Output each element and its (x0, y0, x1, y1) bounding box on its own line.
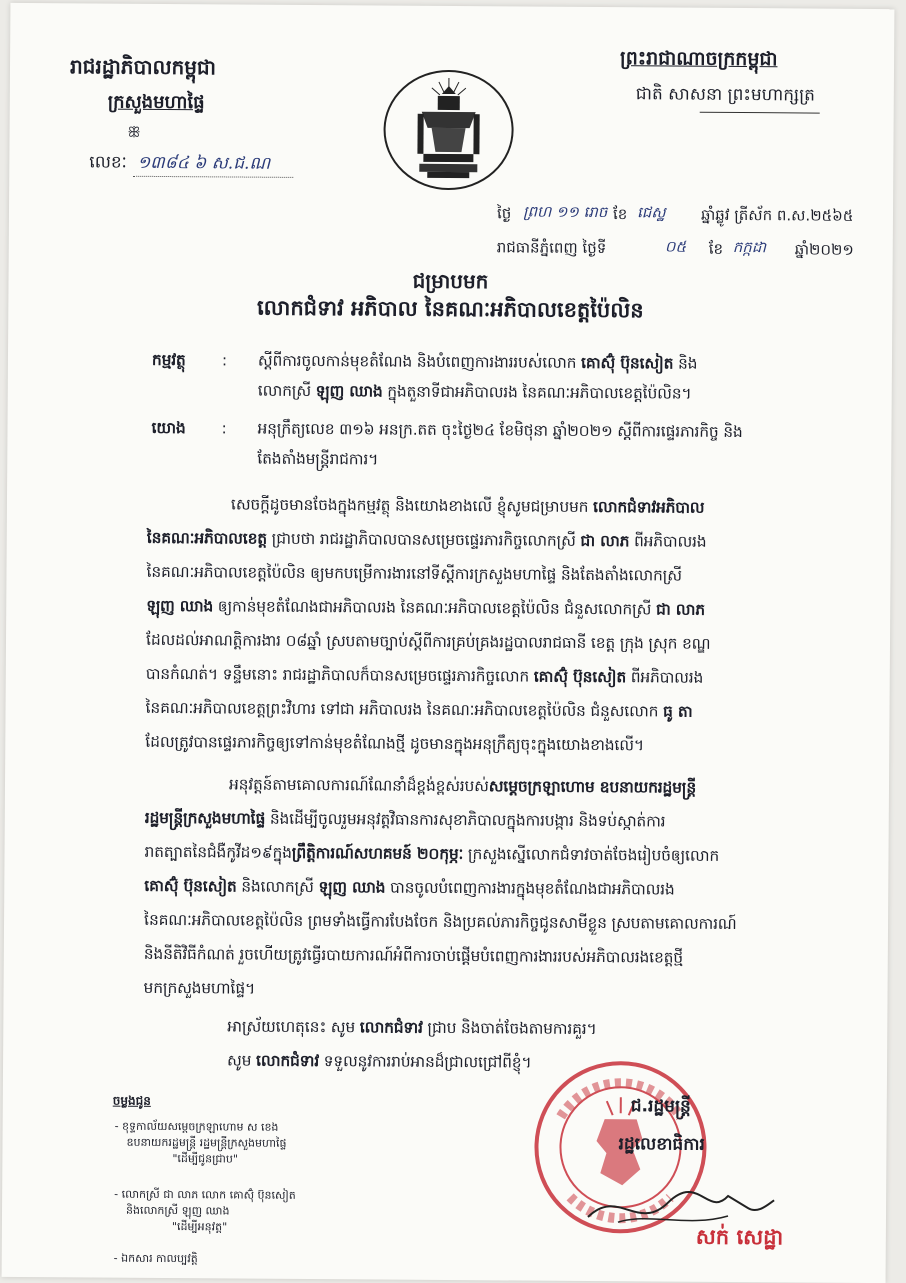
kingdom-name: ព្រះរាជាណាចក្រកម្ពុជា (620, 47, 778, 70)
closing-line: អាស្រ័យហេតុនេះ សូម លោកជំទាវ ជ្រាប និងចាត់ចែងតាមការគួរ។ (227, 1016, 596, 1039)
subject-line-1: ស្តីពីការចូលកាន់មុខតំណែង និងបំពេញការងាររបស់លោក គោស៊ុំ ប៊ុនសៀត និង (258, 351, 697, 374)
document-page (2, 3, 895, 1283)
lunar-month: ជេស្ឋ (637, 201, 666, 223)
cc-item: - ខុទ្ទកាល័យសម្តេចក្រឡាហោម ស ខេង (115, 1120, 279, 1135)
cc-title: ចម្លងជូន (113, 1094, 151, 1108)
reference-line-1: អនុក្រឹត្យលេខ ៣១៦ អនក្រ.តត ចុះថ្ងៃ២៤ ខែមិថុនា ឆ្នាំ២០២១ ស្តីពីការផ្ទេរភារកិច្ច និង (257, 419, 742, 442)
body-line: និងនីតិវិធីកំណត់ រួចហើយត្រូវធ្វើរបាយការណ៍អំពីការចាប់ផ្តើមបំពេញការងាររបស់អភិបាលរងខេត្តថ្មី (144, 944, 683, 968)
recipient-title: លោកជំទាវ អភិបាល នៃគណៈអភិបាលខេត្តប៉ៃលិន (8, 295, 892, 323)
motto-underline (700, 112, 820, 114)
body-line: រដ្ឋមន្ត្រីក្រសួងមហាផ្ទៃ និងដើម្បីចូលរួមអនុវត្តវិធានការសុខាភិបាលក្នុងការបង្ការ និងទប់ស្កាត់ការ (145, 808, 666, 832)
ornament: ꕥ (127, 122, 140, 144)
ministry-name: ក្រសួងមហាផ្ទៃ (108, 92, 205, 115)
date-year: ឆ្នាំ២០២១ (795, 238, 854, 260)
cc-item: "ដើម្បីជូនជ្រាប" (172, 1152, 238, 1166)
royal-emblem-icon (381, 68, 516, 193)
subject-colon: : (222, 350, 227, 370)
subject-line-2: លោកស្រី ឡុញ ឈាង ក្នុងតួនាទីជាអភិបាលរង នៃគណៈអភិបាលខេត្តប៉ៃលិន។ (258, 381, 692, 404)
body-line: នៃគណៈអភិបាលខេត្តប៉ៃលិន ឲ្យមកបម្រើការងារនៅទីស្តីការក្រសួងមហាផ្ទៃ និងតែងតាំងលោកស្រី (146, 562, 681, 586)
lunar-day: ព្រហ ១១ រោច (523, 201, 607, 224)
signatory-name: សក់ សេដ្ឋា (696, 1226, 783, 1249)
date-month: កក្កដា (733, 236, 766, 258)
national-motto: ជាតិ សាសនា ព្រះមហាក្សត្រ (636, 83, 815, 106)
cc-item: "ដើម្បីអនុវត្ត" (172, 1220, 227, 1234)
reference-colon: : (221, 418, 226, 438)
body-line: អនុវត្តន៍តាមគោលការណ៍ណែនាំដ៏ខ្ពង់ខ្ពស់របស់សម្តេចក្រឡាហោម ឧបនាយករដ្ឋមន្ត្រី (229, 774, 696, 797)
body-line: មកក្រសួងមហាផ្ទៃ។ (144, 978, 256, 999)
subject-label: កម្មវត្ថុ (152, 350, 186, 370)
date-day: ០៥ (665, 236, 686, 258)
body-line: បានកំណត់។ ទន្ទឹមនោះ រាជរដ្ឋាភិបាលក៏បានសម្រេចផ្ទេរភារកិច្ចលោក គោស៊ុំ ប៊ុនសៀត ពីអភិបាលរង (146, 664, 704, 688)
place-date-prefix: រាជធានីភ្នំពេញ ថ្ងៃទី (497, 236, 607, 259)
cc-item: - ឯកសារ កាលប្បវត្តិ (114, 1252, 198, 1267)
government-name: រាជរដ្ឋាភិបាលកម្ពុជា (70, 55, 216, 78)
cc-item: និងលោកស្រី ឡុញ ឈាង (126, 1204, 230, 1219)
lunar-month-label: ខែ (613, 203, 627, 225)
ref-label: លេខៈ (89, 151, 127, 173)
body-line: សេចក្តីដូចមានចែងក្នុងកម្មវត្ថុ និងយោងខាងលើ ខ្ញុំសូមជម្រាបមក លោកជំទាវអភិបាល (231, 494, 705, 517)
ref-dotted-line (133, 176, 293, 178)
date-month-label: ខែ (709, 238, 723, 260)
ref-number: ១៣៨៤ ៦ ស.ជ.ណ (137, 152, 270, 175)
body-line: ដែលដល់អាណត្តិការងារ ០៨ឆ្នាំ ស្របតាមច្បាប់ស្តីពីការគ្រប់គ្រងរដ្ឋបាលរាជធានី ខេត្ត ក្រុង ស្រុក ខណ្ឌ (146, 630, 710, 654)
reference-label: យោង (151, 418, 185, 438)
cc-item: ឧបនាយករដ្ឋមន្ត្រី រដ្ឋមន្ត្រីក្រសួងមហាផ្ទៃ (126, 1136, 286, 1151)
body-line: គោស៊ុំ ប៊ុនសៀត និងលោកស្រី ឡុញ ឈាង បានចូលបំពេញការងារក្នុងមុខតំណែងជាអភិបាលរង (144, 876, 674, 900)
body-line: ឡុញ ឈាង ឲ្យកាន់មុខតំណែងជាអភិបាលរង នៃគណៈអភិបាលខេត្តប៉ៃលិន ជំនួសលោកស្រី ជា លាភ (146, 596, 705, 620)
body-line: រាតត្បាតនៃជំងឺកូវីដ១៩ក្នុងព្រឹត្តិការណ៍សហគមន៍ ២០កុម្ភៈ ក្រសួងស្នើលោកជំទាវចាត់ចែងរៀបចំឲ្យលោក (144, 842, 719, 866)
body-line: នៃគណៈអភិបាលខេត្តព្រះវិហារ ទៅជា អភិបាលរង នៃគណៈអភិបាលខេត្តប៉ៃលិន ជំនួសលោក ធូ តា (145, 698, 692, 722)
lunar-year: ឆ្នាំឆ្លូវ ត្រីស័ក ព.ស.២៥៦៥ (701, 204, 854, 227)
body-line: នៃគណៈអភិបាលខេត្តប៉ៃលិន ព្រមទាំងធ្វើការបែងចែក និងប្រគល់ភារកិច្ចជូនសាមីខ្លួន ស្របតាមគោលការណ៍ (144, 910, 737, 934)
body-line: នៃគណៈអភិបាលខេត្ត ជ្រាបថា រាជរដ្ឋាភិបាលបានសម្រេចផ្ទេរភារកិច្ចលោកស្រី ជា លាភ ពីអភិបាលរង (147, 528, 707, 552)
body-line: ដែលត្រូវបានផ្ទេរភារកិច្ចឲ្យទៅកាន់មុខតំណែងថ្មី ដូចមានក្នុងអនុក្រឹត្យចុះក្នុងយោងខាងលើ។ (145, 732, 644, 755)
reference-line-2: តែងតាំងមន្ត្រីរាជការ។ (257, 449, 378, 470)
lunar-date-prefix: ថ្ងៃ (497, 202, 511, 224)
signatory-position-2: រដ្ឋលេខាធិការ (618, 1133, 704, 1156)
salutation: ជម្រាបមក (8, 267, 892, 295)
closing-line: សូម លោកជំទាវ ទទួលនូវការរាប់អានដ៏ជ្រាលជ្រៅពីខ្ញុំ។ (227, 1050, 531, 1072)
signatory-position-1: ជ.រដ្ឋមន្ត្រី (631, 1095, 691, 1117)
cc-item: - លោកស្រី ជា លាភ លោក គោស៊ុំ ប៊ុនសៀត (114, 1188, 296, 1203)
